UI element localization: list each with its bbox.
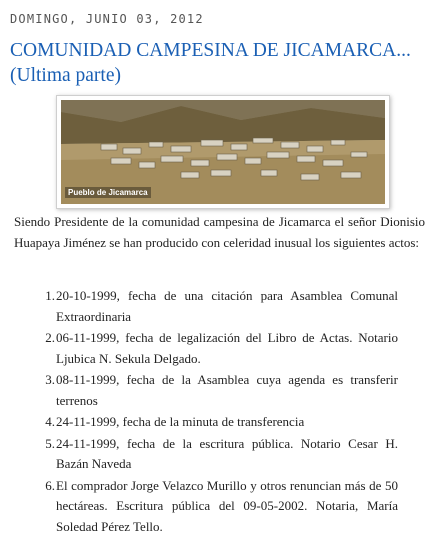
events-list	[14, 286, 398, 538]
list-number: 3.	[45, 372, 55, 387]
list-item	[14, 286, 398, 327]
list-item	[14, 328, 398, 369]
list-item	[14, 476, 398, 538]
list-item	[14, 434, 398, 475]
list-item	[14, 412, 398, 433]
post-date: DOMINGO, JUNIO 03, 2012	[10, 12, 204, 26]
list-text: 08-11-1999, fecha de la Asamblea cuya agenda es transferir terrenos	[56, 372, 398, 408]
list-item	[14, 370, 398, 411]
list-text: 24-11-1999, fecha de la escritura pública. Notario Cesar H. Bazán Naveda	[56, 435, 398, 471]
post-intro: Siendo Presidente de la comunidad campesina de Jicamarca el señor Dionisio Huapaya Jiménez se han producido con celeridad inusual los siguientes actos:	[14, 214, 425, 250]
list-text: 06-11-1999, fecha de legalización del Libro de Actas. Notario Ljubica N. Sekula Delgado.	[56, 330, 398, 366]
list-text: 24-11-1999, fecha de la minuta de transferencia	[56, 414, 305, 429]
list-number: 1.	[45, 288, 55, 303]
list-number: 5.	[45, 435, 55, 451]
village-photo	[61, 100, 385, 204]
list-text: El comprador Jorge Velazco Murillo y otros renuncian más de 50 hectáreas. Escritura pública del 09-05-2002. Notaria, María Soledad Pérez Tello.	[56, 477, 398, 534]
photo-caption: Pueblo de Jicamarca	[65, 187, 151, 198]
list-number: 6.	[45, 477, 55, 493]
post-photo[interactable]	[56, 95, 390, 209]
list-text: 20-10-1999, fecha de una citación para Asamblea Comunal Extraordinaria	[56, 288, 398, 324]
post-title[interactable]: COMUNIDAD CAMPESINA DE JICAMARCA... (Ultima parte)	[10, 40, 411, 86]
list-number: 4.	[45, 414, 55, 429]
list-number: 2.	[45, 330, 55, 345]
